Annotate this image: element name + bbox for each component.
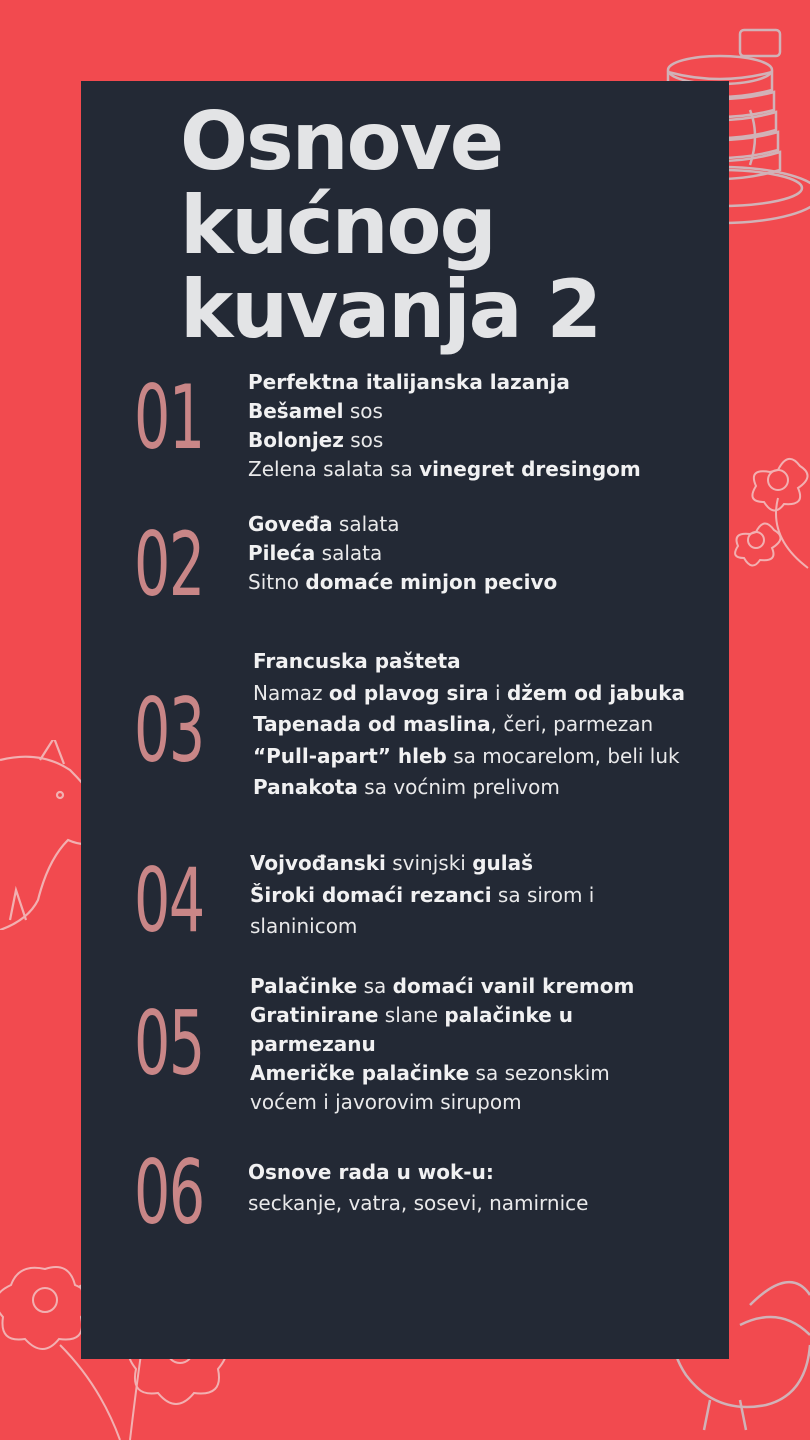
plain-text: , čeri, parmezan [490, 712, 654, 736]
page-title [180, 95, 601, 356]
section-items [248, 1157, 588, 1219]
title-line-1: Osnove [180, 95, 502, 188]
bold-text: Tapenada od maslina [253, 712, 491, 736]
menu-item-line [250, 1001, 634, 1030]
menu-item-line [250, 848, 594, 880]
menu-item-line [250, 880, 594, 912]
bold-text: Pileća [248, 541, 316, 565]
bold-text: Bolonjez [248, 428, 344, 452]
menu-item-line [250, 911, 594, 943]
bold-text: parmezanu [250, 1032, 376, 1056]
plain-text: slaninicom [250, 914, 358, 938]
plain-text: Sitno [248, 570, 306, 594]
section-number: 05 [134, 992, 204, 1095]
plain-text: sos [343, 399, 383, 423]
bold-text: domaći vanil kremom [392, 974, 635, 998]
section-items [250, 848, 594, 943]
plain-text: i [488, 680, 507, 705]
menu-item-line [248, 1157, 588, 1188]
bold-text: Osnove rada u wok-u: [248, 1160, 494, 1184]
plain-text: sa mocarelom, beli luk [446, 743, 680, 768]
menu-item-line [248, 455, 641, 484]
plain-text: svinjski [385, 851, 473, 875]
bold-text: Američke palačinke [250, 1061, 470, 1085]
bold-text: “Pull-apart” hleb [253, 743, 447, 768]
menu-item-line [253, 772, 685, 804]
plain-text: sos [343, 428, 384, 452]
plain-text: sa voćnim prelivom [357, 775, 560, 799]
section-items [248, 510, 557, 597]
bold-text: vinegret dresingom [419, 457, 641, 481]
menu-item-line [248, 539, 557, 568]
menu-item-line [253, 646, 685, 678]
section-items [248, 368, 641, 484]
section-number: 04 [134, 849, 204, 952]
plain-text: voćem i javorovim sirupom [250, 1090, 522, 1114]
menu-item-line [250, 1088, 634, 1117]
bold-text: Francuska pašteta [253, 649, 461, 673]
plain-text: Namaz [253, 680, 329, 705]
section-items [250, 972, 634, 1117]
menu-item-line [253, 741, 685, 773]
menu-item-line [250, 972, 634, 1001]
plain-text: sa sezonskim [469, 1061, 610, 1085]
bold-text: gulaš [472, 851, 534, 875]
plain-text: seckanje, vatra, sosevi, namirnice [248, 1191, 589, 1215]
plain-text: salata [315, 541, 383, 565]
bold-text: Palačinke [250, 974, 358, 998]
section-number: 03 [134, 679, 204, 782]
menu-item-line [248, 1188, 588, 1219]
flower-illustration [728, 440, 810, 590]
section-number: 01 [134, 366, 204, 469]
bold-text: Goveđa [248, 512, 333, 536]
section-number: 02 [134, 513, 204, 616]
bold-text: Bešamel [248, 399, 344, 423]
menu-item-line [253, 678, 685, 710]
menu-item-line [248, 397, 641, 426]
title-line-3: kuvanja 2 [180, 263, 601, 356]
bold-text: palačinke u [444, 1003, 574, 1027]
menu-item-line [248, 426, 641, 455]
bold-text: Široki domaći rezanci [250, 882, 492, 907]
bold-text: Vojvođanski [250, 851, 386, 875]
title-line-2: kućnog [180, 179, 495, 272]
plain-text: salata [332, 512, 400, 536]
section-number: 06 [134, 1141, 204, 1244]
bold-text: domaće minjon pecivo [305, 570, 558, 594]
section-items [253, 646, 685, 804]
menu-item-line [253, 709, 685, 741]
menu-item-line [248, 510, 557, 539]
plain-text: sa sirom i [491, 882, 595, 907]
menu-item-line [248, 368, 641, 397]
plain-text: slane [378, 1003, 445, 1027]
plain-text: Zelena salata sa [248, 457, 420, 481]
bold-text: Gratinirane [250, 1003, 379, 1027]
menu-item-line [250, 1059, 634, 1088]
menu-item-line [250, 1030, 634, 1059]
bold-text: od plavog sira [328, 680, 489, 705]
plain-text: sa [357, 974, 393, 998]
bold-text: Perfektna italijanska lazanja [248, 370, 570, 394]
bold-text: Panakota [253, 775, 358, 799]
menu-item-line [248, 568, 557, 597]
bold-text: džem od jabuka [506, 680, 686, 705]
